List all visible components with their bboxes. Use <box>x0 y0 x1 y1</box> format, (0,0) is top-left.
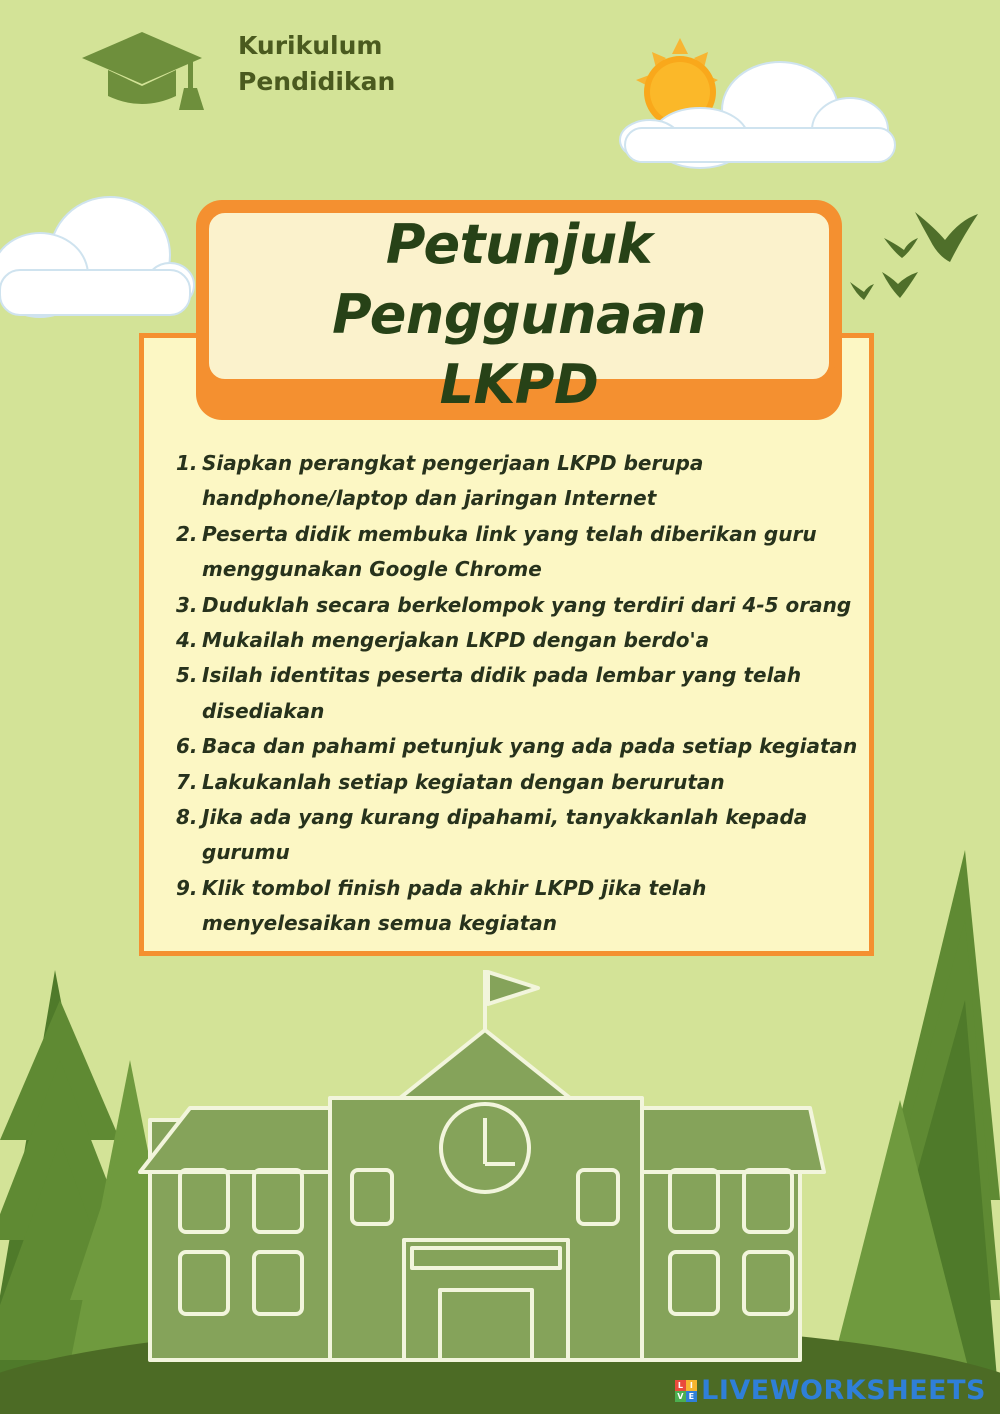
page-title <box>203 210 835 420</box>
birds-icon <box>850 212 978 300</box>
step-number: 7. <box>176 769 198 794</box>
logo-letter: E <box>686 1391 697 1402</box>
instruction-step <box>176 446 866 517</box>
liveworksheets-watermark[interactable] <box>675 1375 986 1406</box>
instruction-step <box>176 623 866 658</box>
watermark-text: LIVEWORKSHEETS <box>701 1375 986 1406</box>
step-text: Mukailah mengerjakan LKPD dengan berdo'a <box>202 628 710 653</box>
page-title-line-2: LKPD <box>439 353 599 416</box>
step-text: Isilah identitas peserta didik pada lembar yang telah disediakan <box>202 663 802 723</box>
step-number: 2. <box>176 521 198 546</box>
logo-letter: V <box>675 1391 686 1402</box>
step-text: Duduklah secara berkelompok yang terdiri dari 4-5 orang <box>202 592 852 617</box>
step-text: Siapkan perangkat pengerjaan LKPD berupa handphone/laptop dan jaringan Internet <box>202 451 704 511</box>
brand-line-2: Pendidikan <box>238 67 396 96</box>
page-title-line-1: Petunjuk Penggunaan <box>332 213 706 346</box>
step-text: Lakukanlah setiap kegiatan dengan berurutan <box>202 769 725 794</box>
instruction-step <box>176 588 866 623</box>
step-number: 9. <box>176 875 198 900</box>
step-text: Jika ada yang kurang dipahami, tanyakkanlah kepada gurumu <box>202 805 808 865</box>
step-number: 3. <box>176 592 198 617</box>
cloud-left <box>0 197 194 317</box>
brand-line-1: Kurikulum <box>238 31 383 60</box>
step-number: 5. <box>176 663 198 688</box>
step-number: 8. <box>176 805 198 830</box>
graduation-cap-icon <box>82 32 204 110</box>
instruction-steps-list <box>176 446 866 942</box>
brand-label <box>238 28 395 100</box>
liveworksheets-logo-icon <box>675 1380 697 1402</box>
logo-letter: I <box>686 1380 697 1391</box>
instruction-step <box>176 765 866 800</box>
step-text: Klik tombol finish pada akhir LKPD jika telah menyelesaikan semua kegiatan <box>202 875 707 936</box>
school-building-illustration <box>140 970 824 1360</box>
instruction-step <box>176 729 866 764</box>
step-text: Peserta didik membuka link yang telah diberikan guru menggunakan Google Chrome <box>202 521 817 582</box>
instruction-step <box>176 871 866 942</box>
logo-letter: L <box>675 1380 686 1391</box>
step-number: 4. <box>176 628 198 653</box>
step-text: Baca dan pahami petunjuk yang ada pada setiap kegiatan <box>202 734 858 759</box>
instruction-step <box>176 800 866 871</box>
instruction-step <box>176 517 866 588</box>
step-number: 1. <box>176 451 198 475</box>
instruction-step <box>176 658 866 729</box>
step-number: 6. <box>176 734 198 759</box>
